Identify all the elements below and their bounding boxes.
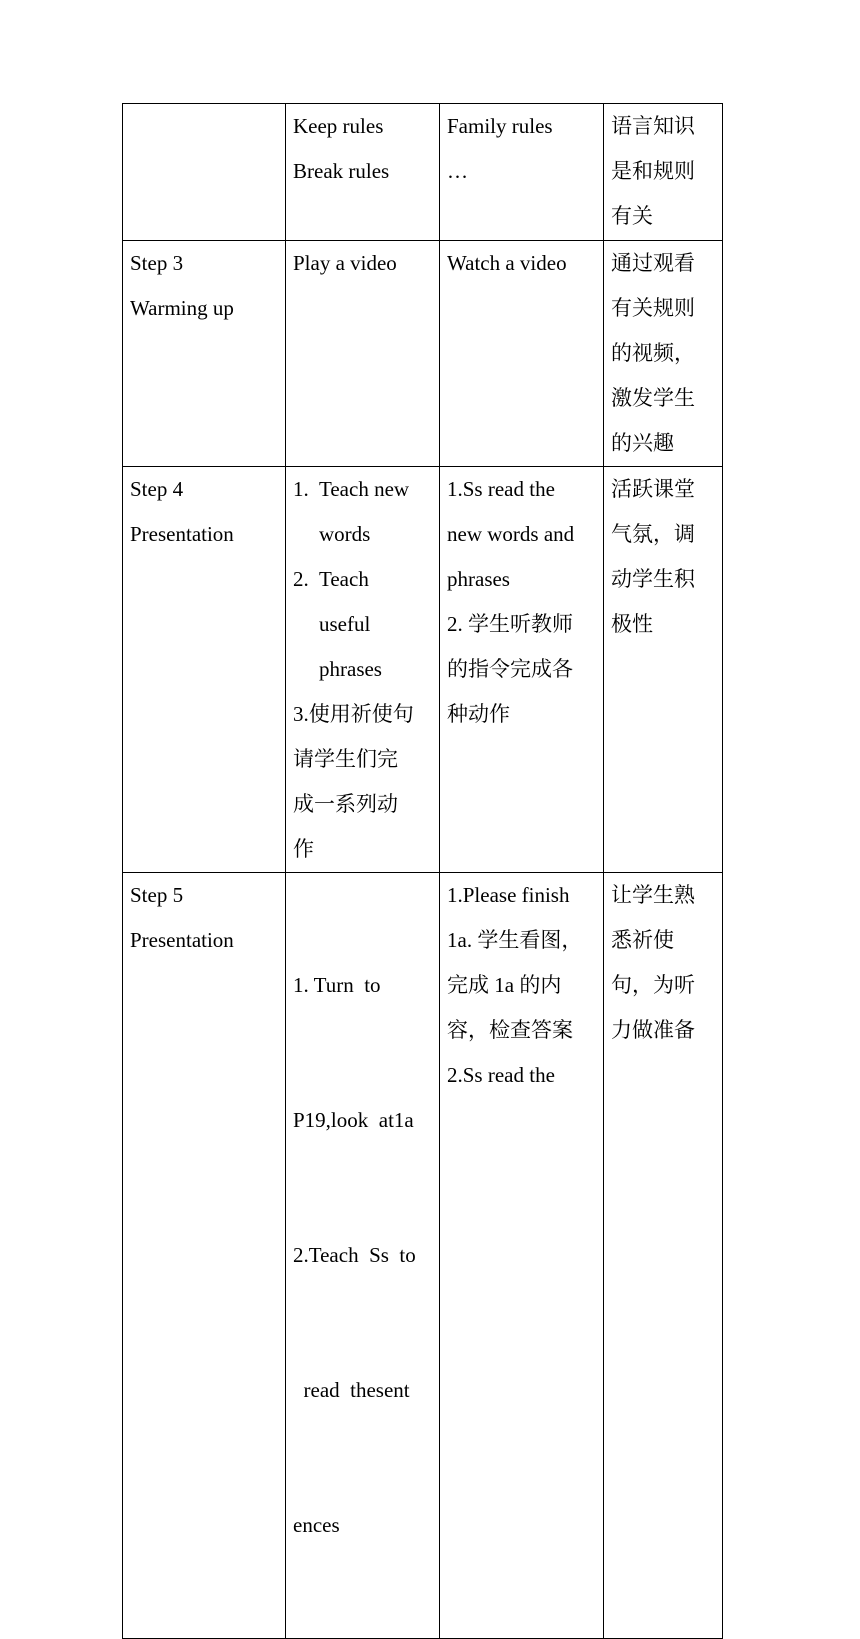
purpose-cell — [604, 873, 723, 1639]
table-row — [123, 104, 723, 241]
cell-line: 完成 1a 的内 — [447, 973, 562, 997]
step-subtitle: Presentation — [130, 522, 234, 546]
list-number: 2. — [293, 567, 309, 591]
cell-line: 3.使用祈使句 — [293, 702, 414, 726]
cell-line: 极性 — [611, 612, 653, 636]
cell-line: 的指令完成各 — [447, 657, 573, 681]
cell-line: 动学生积 — [611, 567, 695, 591]
cell-line: 的兴趣 — [611, 431, 674, 455]
step-title: Step 4 — [130, 477, 184, 501]
teacher-activity-cell — [286, 467, 440, 873]
student-activity-cell — [440, 104, 604, 241]
cell-line: phrases — [319, 657, 382, 681]
cell-line: 让学生熟 — [611, 883, 695, 907]
cell-line: 容，检查答案 — [447, 1018, 573, 1042]
cell-line: 气氛，调 — [611, 522, 695, 546]
student-activity-cell — [440, 467, 604, 873]
table-row — [123, 241, 723, 467]
cell-line: Teach new — [319, 477, 410, 501]
cell-line: … — [447, 159, 468, 183]
cell-line: 有关规则 — [611, 296, 695, 320]
lesson-plan-table — [122, 103, 723, 1639]
teacher-activity-cell — [286, 104, 440, 241]
list-number: 1. — [293, 477, 309, 501]
cell-line: 句，为听 — [611, 973, 695, 997]
cell-line: P19,look at1a — [293, 1108, 414, 1132]
table-row — [123, 873, 723, 1639]
cell-line: Watch a video — [447, 251, 567, 275]
cell-line: 激发学生 — [611, 386, 695, 410]
step-cell — [123, 241, 286, 467]
step-title: Step 5 — [130, 883, 184, 907]
list-item — [293, 557, 433, 602]
step-subtitle: Warming up — [130, 296, 234, 320]
cell-line: 1. Turn to — [293, 973, 381, 997]
cell-line: read thesent — [293, 1378, 410, 1402]
purpose-cell — [604, 241, 723, 467]
step-cell — [123, 467, 286, 873]
cell-line: 活跃课堂 — [611, 477, 695, 501]
step-title: Step 3 — [130, 251, 184, 275]
cell-line: Play a video — [293, 251, 397, 275]
cell-line: 2.Ss read the — [447, 1063, 555, 1087]
cell-line: 力做准备 — [611, 1018, 695, 1042]
cell-line: 种动作 — [447, 702, 510, 726]
cell-line: words — [319, 522, 371, 546]
cell-line: 1.Ss read the — [447, 477, 555, 501]
cell-line: 1a. 学生看图， — [447, 928, 583, 952]
cell-line: Family rules — [447, 114, 553, 138]
step-subtitle: Presentation — [130, 928, 234, 952]
student-activity-cell — [440, 873, 604, 1639]
cell-line: 1.Please finish — [447, 883, 570, 907]
cell-line: 语言知识 — [611, 114, 695, 138]
cell-line: 成一系列动 — [293, 792, 398, 816]
cell-line: 有关 — [611, 204, 653, 228]
list-item — [293, 467, 433, 512]
cell-line: 请学生们完 — [293, 747, 398, 771]
cell-line: Break rules — [293, 159, 390, 183]
step-cell — [123, 873, 286, 1639]
teacher-activity-cell — [286, 241, 440, 467]
cell-line: 是和规则 — [611, 159, 695, 183]
cell-line: 的视频， — [611, 341, 695, 365]
cell-line: new words and — [447, 522, 575, 546]
cell-line: 2.Teach Ss to — [293, 1243, 416, 1267]
teacher-activity-cell — [286, 873, 440, 1639]
cell-line: useful — [319, 612, 371, 636]
cell-line: Teach — [319, 567, 369, 591]
cell-line: 通过观看 — [611, 251, 695, 275]
cell-line: 悉祈使 — [611, 928, 674, 952]
cell-line: 作 — [293, 837, 314, 861]
purpose-cell — [604, 467, 723, 873]
cell-line: ences — [293, 1513, 340, 1537]
cell-line: Keep rules — [293, 114, 384, 138]
table-row — [123, 467, 723, 873]
cell-line: phrases — [447, 567, 510, 591]
step-cell — [123, 104, 286, 241]
cell-line: 2. 学生听教师 — [447, 612, 573, 636]
purpose-cell — [604, 104, 723, 241]
student-activity-cell — [440, 241, 604, 467]
